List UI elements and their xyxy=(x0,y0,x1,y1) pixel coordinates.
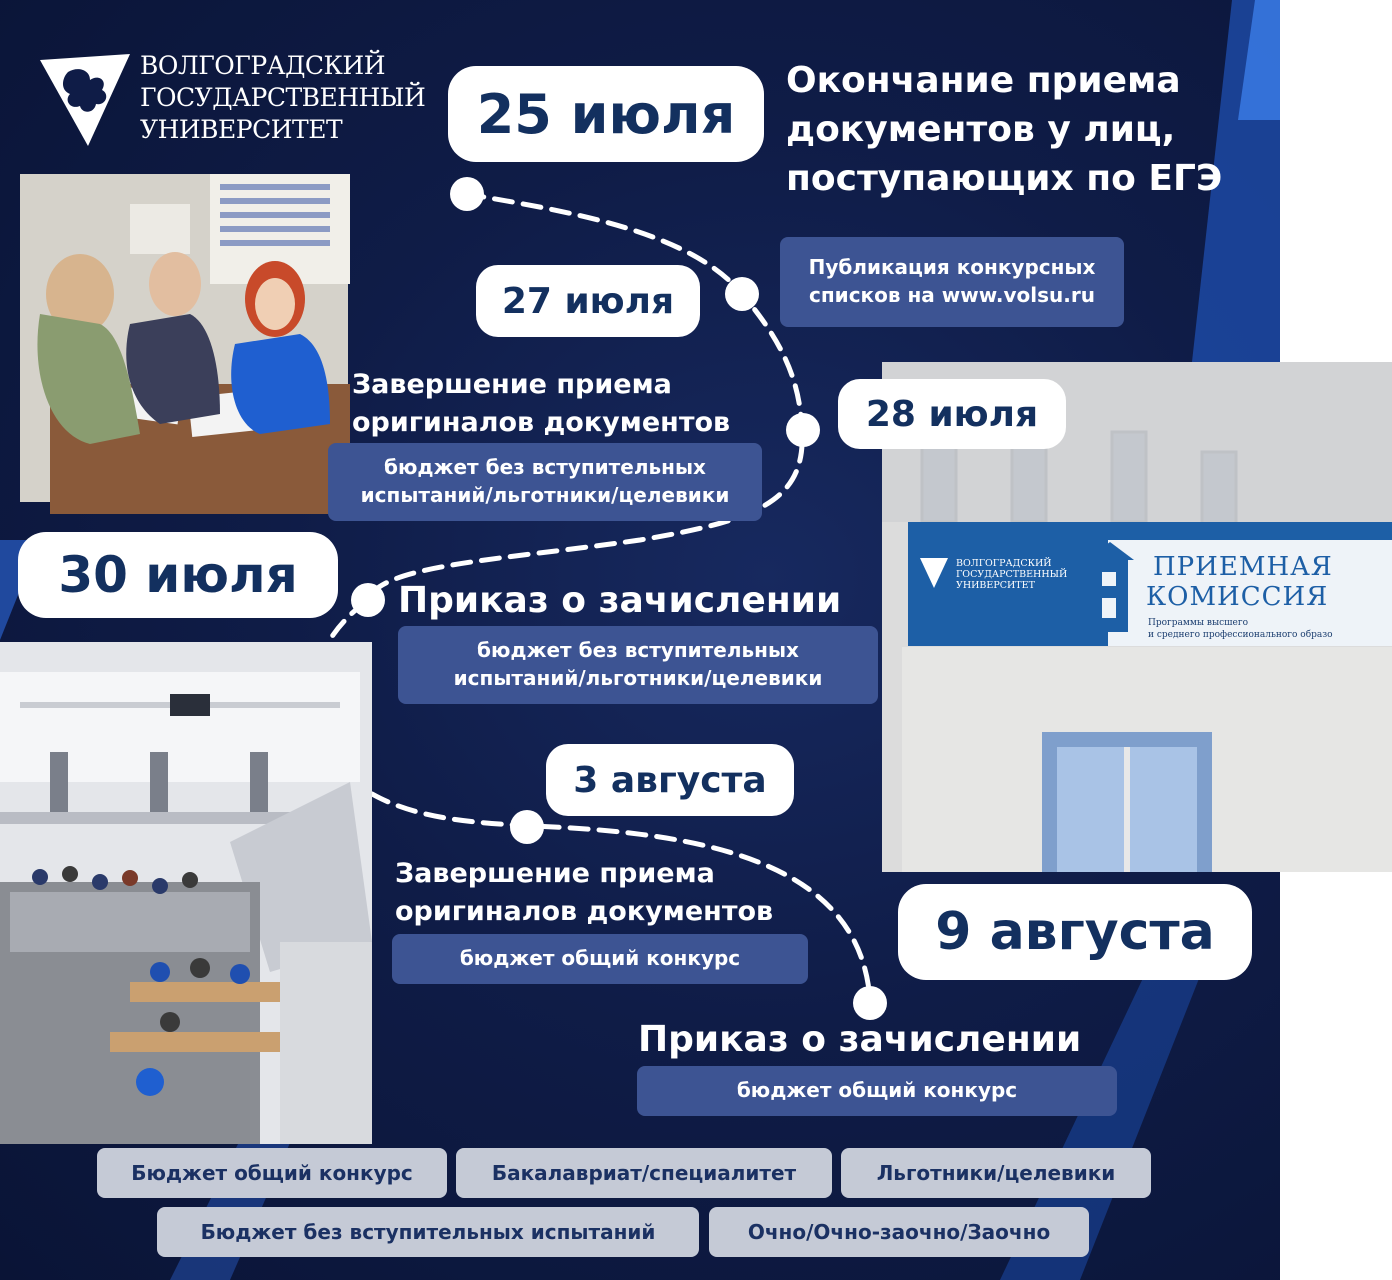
event6-title: Приказ о зачислении xyxy=(638,1019,1082,1060)
timeline-dot-1 xyxy=(450,177,484,211)
timeline-dot-6 xyxy=(853,986,887,1020)
date-28-july: 28 июля xyxy=(838,379,1066,449)
photo-students-table xyxy=(20,174,348,502)
admission-banner xyxy=(908,522,1392,646)
banner-univ-line-2: ГОСУДАРСТВЕННЫЙ xyxy=(956,569,1068,580)
logo-line-2: ГОСУДАРСТВЕННЫЙ xyxy=(140,83,426,112)
photo-admission-hall xyxy=(0,642,372,1144)
logo xyxy=(38,50,438,150)
date-9-august: 9 августа xyxy=(898,884,1252,980)
banner-white-panel xyxy=(1108,540,1392,646)
event5-title: Завершение приема оригиналов документов xyxy=(395,858,774,927)
event4-note: бюджет без вступительных испытаний/льготники/целевики xyxy=(398,626,878,704)
logo-line-3: УНИВЕРСИТЕТ xyxy=(140,115,343,144)
tag-study-forms: Очно/Очно-заочно/Заочно xyxy=(709,1207,1089,1257)
banner-university-name xyxy=(956,558,1067,591)
logo-text xyxy=(140,50,425,146)
event3-note: бюджет без вступительных испытаний/льготники/целевики xyxy=(328,443,762,521)
building-tower-icon xyxy=(1068,540,1148,640)
logo-mark-icon xyxy=(38,50,134,150)
banner-subtitle-1: Программы высшего xyxy=(1148,618,1248,628)
date-30-july: 30 июля xyxy=(18,532,338,618)
tag-bachelor: Бакалавриат/специалитет xyxy=(456,1148,832,1198)
timeline-dot-3 xyxy=(786,413,820,447)
banner-univ-line-1: ВОЛГОГРАДСКИЙ xyxy=(956,558,1052,569)
timeline-dot-2 xyxy=(725,277,759,311)
tag-budget-general: Бюджет общий конкурс xyxy=(97,1148,447,1198)
event1-title: Окончание приема документов у лиц, поступающих по ЕГЭ xyxy=(786,60,1223,199)
students-table-illustration xyxy=(20,174,348,502)
date-27-july: 27 июля xyxy=(476,265,700,337)
banner-univ-line-3: УНИВЕРСИТЕТ xyxy=(956,580,1035,591)
date-3-august: 3 августа xyxy=(546,744,794,816)
event4-title: Приказ о зачислении xyxy=(398,580,842,621)
date-25-july: 25 июля xyxy=(448,66,764,162)
event6-note: бюджет общий конкурс xyxy=(637,1066,1117,1116)
banner-title-2: КОМИССИЯ xyxy=(1146,582,1329,612)
admission-hall-illustration xyxy=(0,642,372,1144)
event5-note: бюджет общий конкурс xyxy=(392,934,808,984)
timeline-dot-4 xyxy=(351,583,385,617)
event3-title: Завершение приема оригиналов документов xyxy=(352,369,731,438)
timeline-dot-5 xyxy=(510,810,544,844)
logo-line-1: ВОЛГОГРАДСКИЙ xyxy=(140,51,385,80)
banner-logo-icon xyxy=(920,558,948,588)
event2-note: Публикация конкурсных списков на www.volsu.ru xyxy=(780,237,1124,327)
banner-title-1: ПРИЕМНАЯ xyxy=(1153,552,1333,582)
banner-subtitle-2: и среднего профессионального образо xyxy=(1148,630,1333,640)
tag-beneficiaries: Льготники/целевики xyxy=(841,1148,1151,1198)
tag-budget-no-exams: Бюджет без вступительных испытаний xyxy=(157,1207,699,1257)
